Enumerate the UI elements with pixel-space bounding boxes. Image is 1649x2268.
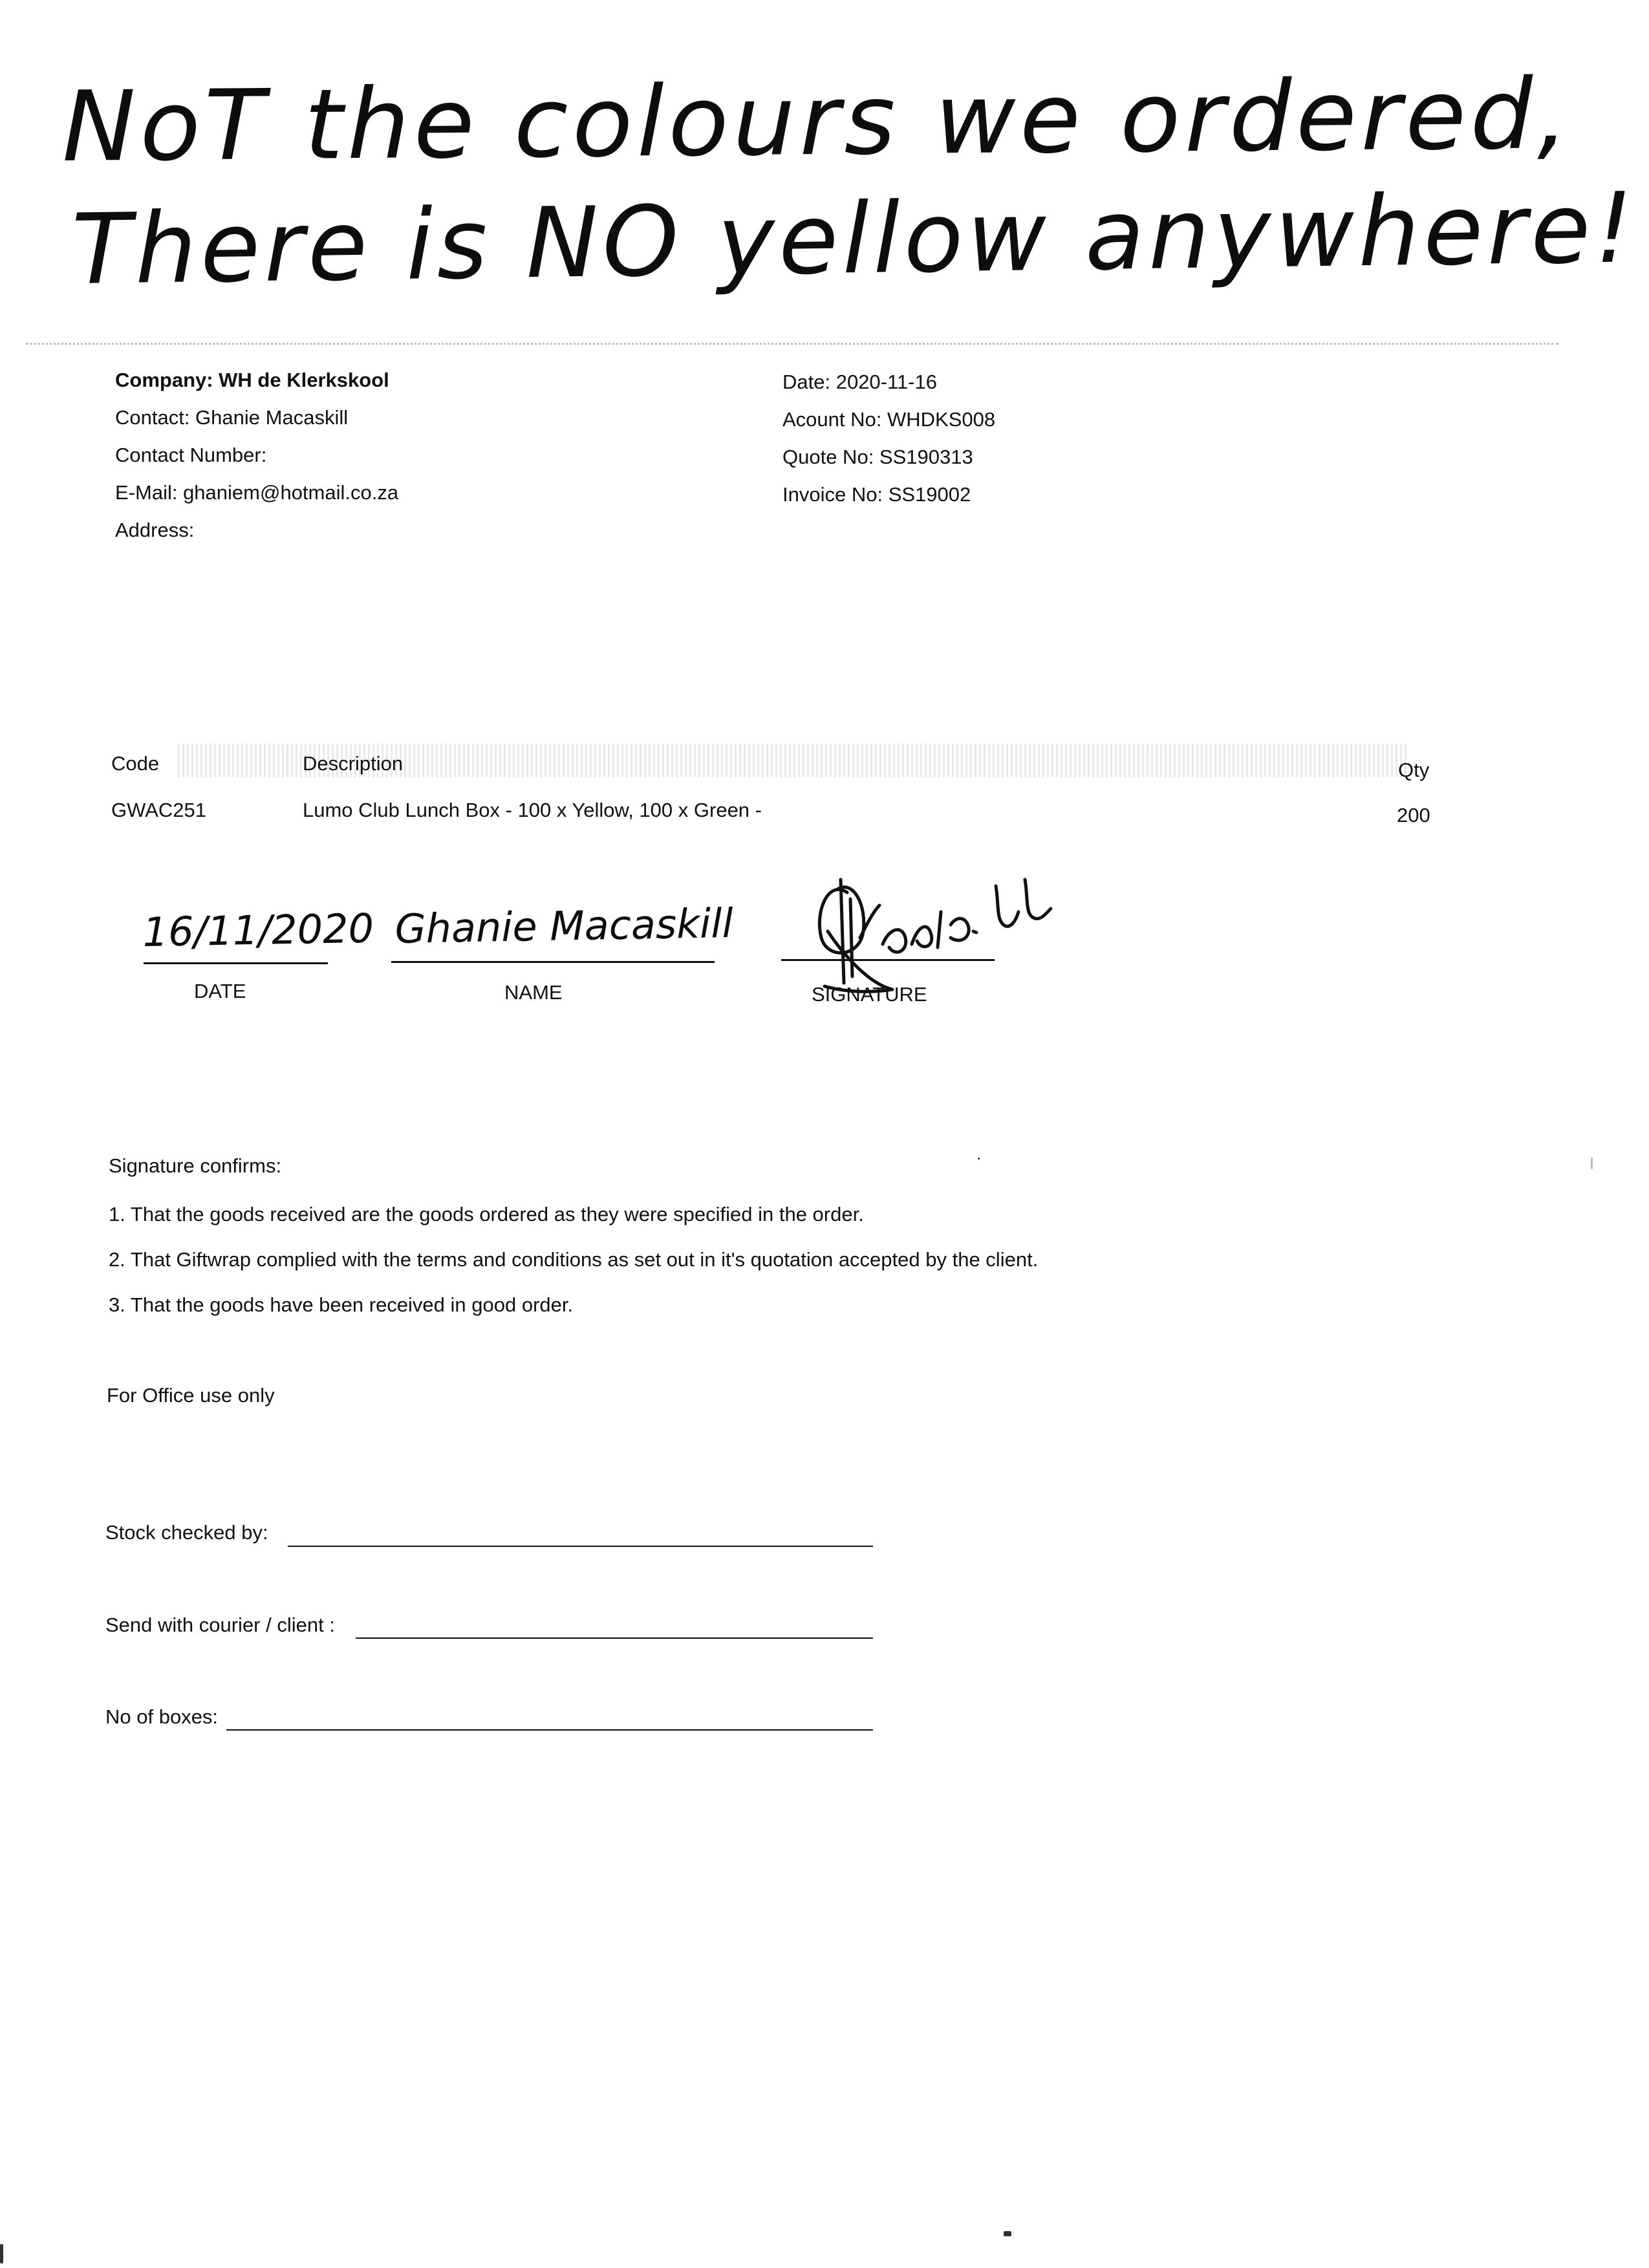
name-label: NAME: [504, 981, 563, 1004]
email: E-Mail: ghaniem@hotmail.co.za: [115, 481, 399, 504]
scan-speck: [0, 2244, 3, 2263]
contact-name: Contact: Ghanie Macaskill: [115, 406, 349, 429]
date-signature-line: [144, 962, 328, 964]
send-with-line: [356, 1637, 873, 1639]
signature-label: SIGNATURE: [812, 983, 927, 1006]
document-date: Date: 2020-11-16: [782, 371, 937, 393]
signature-line: [781, 959, 995, 961]
handwritten-name: Ghanie Macaskill: [394, 899, 734, 953]
stock-checked-line: [288, 1546, 873, 1547]
column-header-code: Code: [111, 752, 160, 775]
send-with-label: Send with courier / client :: [105, 1614, 335, 1636]
scan-speck: [1004, 2231, 1011, 2236]
column-header-qty: Qty: [1398, 759, 1430, 781]
name-signature-line: [391, 961, 715, 963]
date-label: DATE: [194, 980, 246, 1002]
quote-number: Quote No: SS190313: [782, 446, 973, 468]
handwritten-date: 16/11/2020: [142, 904, 374, 956]
account-number: Acount No: WHDKS008: [782, 408, 996, 431]
column-header-description: Description: [303, 752, 404, 775]
table-row-description: Lumo Club Lunch Box - 100 x Yellow, 100 x Green -: [303, 799, 762, 821]
no-of-boxes-label: No of boxes:: [105, 1705, 219, 1728]
header-divider: [26, 343, 1558, 345]
office-use-heading: For Office use only: [107, 1384, 275, 1407]
table-row-code: GWAC251: [111, 799, 207, 821]
confirmation-item-3: 3. That the goods have been received in good order.: [109, 1293, 574, 1316]
contact-number: Contact Number:: [115, 444, 267, 466]
confirmation-item-2: 2. That Giftwrap complied with the terms and conditions as set out in it's quotation accepted by the client.: [109, 1248, 1039, 1271]
table-row-qty: 200: [1397, 804, 1430, 826]
scan-speck: [978, 1158, 980, 1160]
handwritten-note-line-2: There is NO yellow anywhere!: [71, 172, 1638, 307]
company-name: Company: WH de Klerkskool: [115, 369, 389, 391]
handwritten-note-line-1: NoT the colours we ordered,: [61, 58, 1573, 184]
no-of-boxes-line: [226, 1729, 873, 1731]
stock-checked-label: Stock checked by:: [105, 1521, 268, 1544]
scan-speck: [1591, 1158, 1593, 1169]
invoice-number: Invoice No: SS19002: [782, 483, 971, 506]
address: Address:: [115, 519, 195, 541]
confirmation-item-1: 1. That the goods received are the goods ordered as they were specified in the order.: [109, 1203, 864, 1226]
confirmation-heading: Signature confirms:: [109, 1154, 282, 1177]
